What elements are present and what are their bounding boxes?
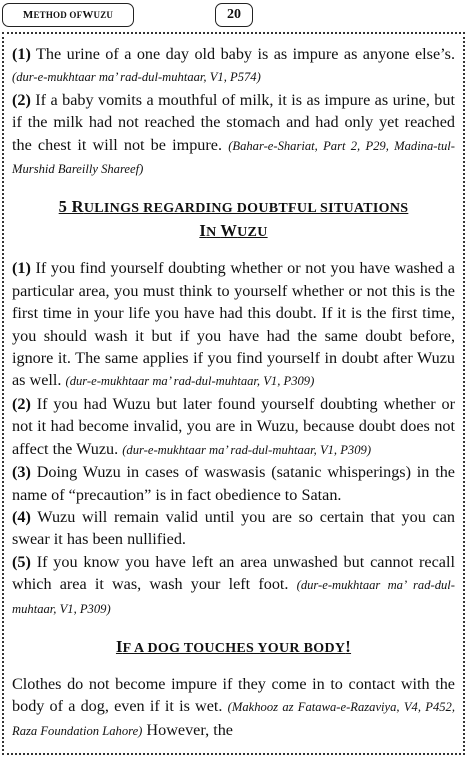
reference: (dur-e-mukhtaar ma’ rad-dul-muhtaar, V1, P574) [12, 70, 261, 85]
heading-line2-i: I [199, 221, 207, 241]
paragraph-dog [12, 673, 455, 742]
ruling-text: Doing Wuzu in cases of waswasis (satanic whisperings) in the name of “precaution” is in fact obedience to Satan. [12, 463, 455, 504]
paragraph-text: If a baby vomits a mouthful of milk, it is as impure as urine, but if the milk had not reached the stomach and had only yet reached the chest it will not be impure. [12, 90, 455, 154]
ruling-4 [12, 506, 455, 551]
reference: (dur-e-mukhtaar ma’ rad-dul-muhtaar, V1, P309) [12, 578, 455, 616]
reference: (dur-e-mukhtaar ma’ rad-dul-muhtaar, V1, P309) [122, 442, 372, 457]
item-number: (5) [12, 552, 31, 571]
page-number-badge [215, 3, 253, 27]
book-title-m: M [22, 9, 34, 21]
book-title-w: W [82, 9, 94, 21]
heading-line1-rest: ULINGS REGARDING DOUBTFUL SITUATIONS [83, 201, 409, 217]
item-number: (1) [12, 45, 31, 63]
heading-line1-cap: 5 R [58, 197, 84, 217]
book-title-badge [2, 3, 134, 27]
section-heading-dog [12, 636, 455, 660]
reference: (Bahar-e-Shariat, Part 2, P29, Madina-tul-Murshid Bareilly Shareef) [12, 138, 455, 177]
ruling-text: If you know you have left an area unwashed but cannot recall which area it was, wash your left foot. [12, 552, 455, 594]
ruling-text: If you had Wuzu but later found yourself doubting whether or not it had become invalid, you are in Wuzu, because doubt does not affect the Wuzu. [12, 394, 455, 458]
reference: (Makhooz az Fatawa-e-Razaviya, V4, P452, Raza Foundation Lahore) [12, 700, 456, 738]
heading-cap-i: I [115, 636, 123, 656]
ruling-2 [12, 393, 455, 461]
page-frame [2, 32, 465, 755]
ruling-3 [12, 461, 455, 506]
book-title-uzu: UZU [93, 10, 114, 20]
heading-line2-w: W [220, 221, 238, 241]
heading-line2-n: N [206, 225, 221, 241]
section-heading-doubtful [12, 196, 455, 244]
page-number: 20 [227, 7, 241, 22]
ruling-text: Wuzu will remain valid until you are so certain that you can swear it has been nullified. [12, 507, 455, 549]
paragraph-vomit [12, 89, 455, 181]
heading-rest: F A DOG TOUCHES YOUR BODY [122, 640, 346, 656]
ruling-1 [12, 257, 455, 392]
item-number: (2) [12, 394, 31, 413]
heading-line2-uzu: UZU [237, 225, 268, 241]
reference: (dur-e-mukhtaar ma’ rad-dul-muhtaar, V1, P309) [65, 374, 315, 389]
item-number: (3) [12, 463, 31, 482]
ruling-5 [12, 551, 455, 620]
item-number: (2) [12, 90, 31, 109]
book-title-rest: ETHOD OF [33, 10, 83, 20]
ruling-text: If you find yourself doubting whether or not you have washed a particular area, you must think to yourself whether or not this is the first time in your life you have had this doubt. If it is the first time, you should wash it but if you have had the same doubt before, ignore it. The same applies if you find yourself in doubt after Wuzu as well. [12, 259, 455, 390]
paragraph-urine [12, 43, 455, 89]
page-content [12, 43, 455, 742]
paragraph-text: The urine of a one day old baby is as impure as anyone else’s. [30, 45, 455, 63]
paragraph-text-continued: However, the [142, 720, 233, 739]
paragraph-text: Clothes do not become impure if they come in to contact with the body of a dog, even if it is wet. [12, 674, 455, 716]
item-number: (1) [12, 259, 31, 278]
item-number: (4) [12, 507, 31, 526]
heading-exclamation: ! [345, 636, 352, 656]
